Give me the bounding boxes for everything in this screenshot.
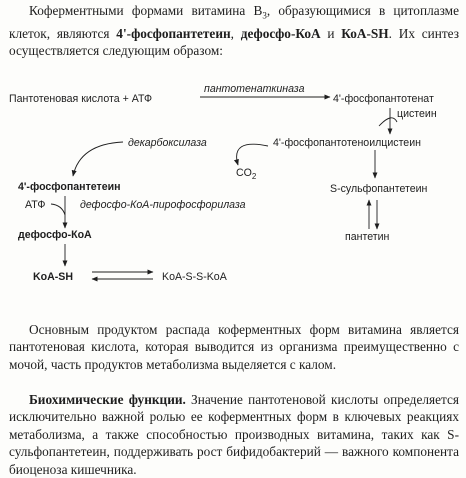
atp-curve — [51, 204, 65, 215]
phosphopantothenate: 4'-фосфопантотенат — [333, 93, 434, 105]
phosphopantetheine: 4'-фосфопантетеин — [18, 181, 121, 193]
pantothenic-acid-atp: Пантотеновая кислота + АТФ — [9, 93, 153, 105]
phosphopantothenoylcysteine: 4'-фосфопантотеноилцистеин — [273, 137, 421, 149]
dephospho-coa: дефосфо-КоА — [18, 229, 92, 241]
co2-release-arrow — [237, 144, 268, 165]
pantetheine: пантетин — [345, 231, 390, 243]
s-sulfopantetheine: S-сульфопантетеин — [330, 183, 428, 195]
term-phosphopantetheine: 4'-фосфопантетеин — [116, 26, 231, 42]
degradation-paragraph: Основным продуктом распада коферментных форм витамина является пантотеновая кислота, которая выводится из организма преимущественно с мочой, часть продуктов метаболизма выделяется с калом. — [9, 322, 459, 372]
decarboxylase-arrow — [73, 142, 123, 176]
intro-text-1: Коферментными формами витамина B — [29, 3, 263, 18]
intro-conjunction: и — [320, 26, 342, 42]
coa-ss-coa: KoA-S-S-KoA — [162, 271, 227, 283]
cysteine: цистеин — [397, 108, 437, 120]
enzyme-dephospho-coa-pyrophosphorylase: дефосфо-КоА-пирофосфорилаза — [80, 199, 246, 211]
coa-sh: KoA-SH — [33, 271, 74, 283]
intro-text-2: , образующимися в цитоплазме клеток, являются — [9, 3, 459, 42]
functions-heading: Биохимические функции. — [29, 392, 186, 407]
functions-paragraph — [9, 391, 459, 478]
co2: $CO_2$ — [236, 167, 257, 181]
vitamin-subscript: 3 — [262, 10, 267, 21]
term-coa-sh: КоА-SH — [341, 26, 389, 42]
atp: АТФ — [25, 199, 46, 211]
intro-text-3: . Их синтез осуществляется следующим образом: — [9, 26, 459, 59]
cysteine-curve — [379, 118, 397, 126]
functions-text: Значение пантотеновой кислоты определяется исключительно важной ролью ее коферментных форм в ключевых реакциях метаболизма, а также способностью производных витамина, таких как S-сульфопантетеин, поддерживать рост бифидобактерий — важного компонента биоценоза кишечника. — [9, 392, 459, 477]
enzyme-pantothenate-kinase: пантотенаткиназа — [204, 83, 305, 95]
intro-separator: , — [230, 26, 241, 42]
enzyme-decarboxylase: декарбоксилаза — [128, 137, 207, 149]
term-dephospho-coa: дефосфо-КоА — [240, 26, 321, 42]
